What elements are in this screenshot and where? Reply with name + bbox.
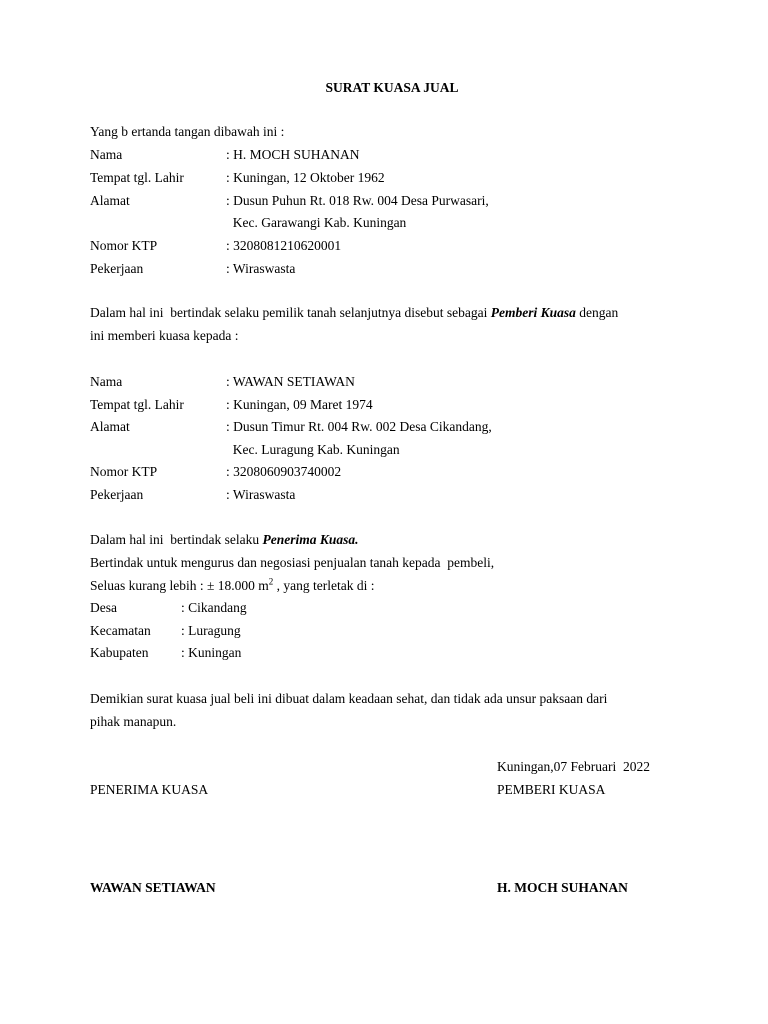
closing-line2: pihak manapun. [90,714,177,729]
penerima-label-ktp: Nomor KTP [90,464,158,479]
pemberi-value-alamat-2: Kec. Garawangi Kab. Kuningan [226,215,407,230]
lokasi-value-kecamatan: : Luragung [181,623,241,638]
paragraph-pemberi-line2: ini memberi kuasa kepada : [90,328,239,343]
pemberi-label-pekerjaan: Pekerjaan [90,261,144,276]
pemberi-label-alamat: Alamat [90,193,130,208]
paragraph-penerima-text: Dalam hal ini bertindak selaku [90,532,263,547]
lokasi-label-kabupaten: Kabupaten [90,645,149,660]
penerima-kuasa-name: WAWAN SETIAWAN [90,880,216,895]
pemberi-label-ttl: Tempat tgl. Lahir [90,170,184,185]
penerima-value-alamat-2: Kec. Luragung Kab. Kuningan [226,442,400,457]
penerima-value-alamat: : Dusun Timur Rt. 004 Rw. 002 Desa Cikandang, [226,419,492,434]
pemberi-value-ktp: : 3208081210620001 [226,238,342,253]
lokasi-value-kabupaten: : Kuningan [181,645,242,660]
pemberi-value-ttl: : Kuningan, 12 Oktober 1962 [226,170,385,185]
luas-superscript: 2 [268,576,274,587]
document-title: SURAT KUASA JUAL [325,80,459,95]
lokasi-value-desa: : Cikandang [181,600,247,615]
penerima-label-pekerjaan: Pekerjaan [90,487,144,502]
pemberi-kuasa-emphasis: Pemberi Kuasa [490,305,576,320]
luas-text-end: , yang terletak di : [273,578,375,593]
penerima-value-nama: : WAWAN SETIAWAN [226,374,355,389]
pemberi-label-ktp: Nomor KTP [90,238,158,253]
paragraph-pemberi-text: Dalam hal ini bertindak selaku pemilik tanah selanjutnya disebut sebagai [90,305,491,320]
pemberi-kuasa-role: PEMBERI KUASA [497,782,606,797]
pemberi-kuasa-name: H. MOCH SUHANAN [497,880,628,895]
penerima-label-alamat: Alamat [90,419,130,434]
pemberi-value-alamat: : Dusun Puhun Rt. 018 Rw. 004 Desa Purwasari, [226,193,489,208]
penerima-value-ktp: : 3208060903740002 [226,464,342,479]
lokasi-label-desa: Desa [90,600,117,615]
penerima-label-ttl: Tempat tgl. Lahir [90,397,184,412]
paragraph-penerima-line2: Bertindak untuk mengurus dan negosiasi penjualan tanah kepada pembeli, [90,555,495,570]
intro-text: Yang b ertanda tangan dibawah ini : [90,124,285,139]
penerima-label-nama: Nama [90,374,123,389]
paragraph-penerima-line1 [90,531,358,549]
pemberi-value-pekerjaan: : Wiraswasta [226,261,296,276]
penerima-value-pekerjaan: : Wiraswasta [226,487,296,502]
penerima-kuasa-role: PENERIMA KUASA [90,782,209,797]
lokasi-label-kecamatan: Kecamatan [90,623,151,638]
paragraph-luas-line [90,577,374,595]
penerima-kuasa-emphasis: Penerima Kuasa. [262,532,359,547]
place-date: Kuningan,07 Februari 2022 [497,759,650,774]
paragraph-pemberi-line1 [90,304,618,322]
paragraph-pemberi-text-end: dengan [575,305,619,320]
pemberi-label-nama: Nama [90,147,123,162]
luas-text: Seluas kurang lebih : ± 18.000 m [90,578,269,593]
pemberi-value-nama: : H. MOCH SUHANAN [226,147,360,162]
closing-line1: Demikian surat kuasa jual beli ini dibuat dalam keadaan sehat, dan tidak ada unsur paksaan dari [90,691,608,706]
penerima-value-ttl: : Kuningan, 09 Maret 1974 [226,397,373,412]
